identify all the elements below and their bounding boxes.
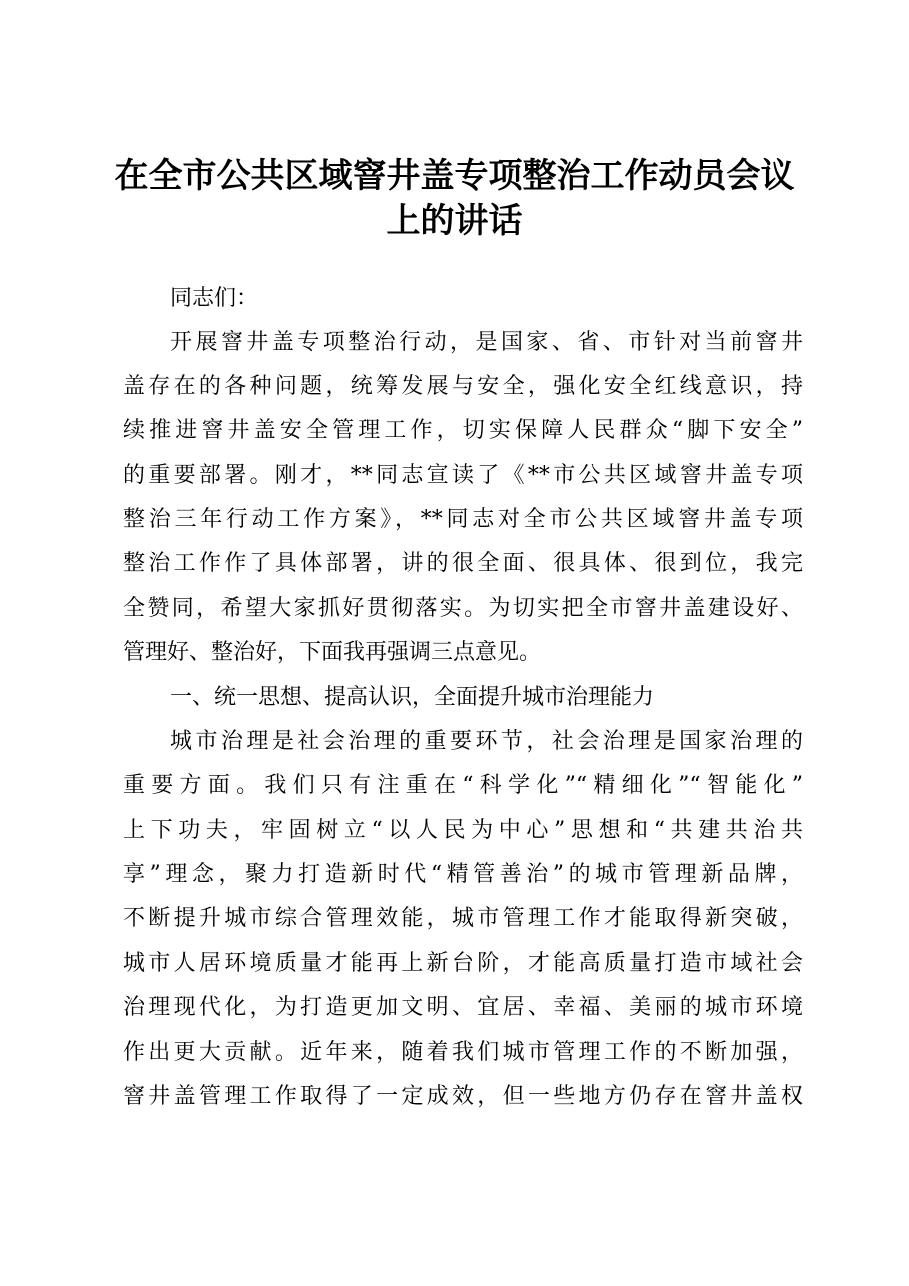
paragraph-line: 管理好、整治好，下面我再强调三点意见。	[123, 640, 542, 665]
paragraph-line: 续推进窨井盖安全管理工作，切实保障人民群众“脚下安全”	[123, 418, 803, 443]
paragraph-line: 作出更大贡献。近年来，随着我们城市管理工作的不断加强，	[123, 1040, 803, 1065]
section-heading: 一、统一思想、提高认识，全面提升城市治理能力	[170, 685, 655, 710]
paragraph-line: 整治三年行动工作方案》，**同志对全市公共区域窨井盖专项	[123, 507, 803, 532]
paragraph-line: 不断提升城市综合管理效能，城市管理工作才能取得新突破，	[123, 906, 803, 931]
paragraph-line: 上下功夫，牢固树立“以人民为中心”思想和“共建共治共	[123, 818, 803, 843]
salutation: 同志们：	[170, 286, 259, 311]
document-title-line-1: 在全市公共区域窨井盖专项整治工作动员会议	[114, 156, 795, 196]
paragraph-line: 城市治理是社会治理的重要环节，社会治理是国家治理的	[170, 729, 803, 754]
paragraph-line: 重要方面。我们只有注重在“科学化”“精细化”“智能化”	[123, 773, 803, 798]
paragraph-line: 的重要部署。刚才，**同志宣读了《**市公共区域窨井盖专项	[123, 463, 803, 488]
paragraph-line: 开展窨井盖专项整治行动，是国家、省、市针对当前窨井	[170, 330, 803, 355]
paragraph-line: 治理现代化，为打造更加文明、宜居、幸福、美丽的城市环境	[123, 995, 803, 1020]
paragraph-line: 盖存在的各种问题，统筹发展与安全，强化安全红线意识，持	[123, 374, 803, 399]
document-title-line-2: 上的讲话	[386, 201, 523, 241]
paragraph-line: 整治工作作了具体部署，讲的很全面、很具体、很到位，我完	[123, 551, 803, 576]
paragraph-line: 享”理念，聚力打造新时代“精管善治”的城市管理新品牌，	[123, 862, 803, 887]
paragraph-line: 全赞同，希望大家抓好贯彻落实。为切实把全市窨井盖建设好、	[123, 596, 803, 621]
paragraph-line: 城市人居环境质量才能再上新台阶，才能高质量打造市域社会	[123, 951, 803, 976]
paragraph-line: 窨井盖管理工作取得了一定成效，但一些地方仍存在窨井盖权	[123, 1084, 803, 1109]
